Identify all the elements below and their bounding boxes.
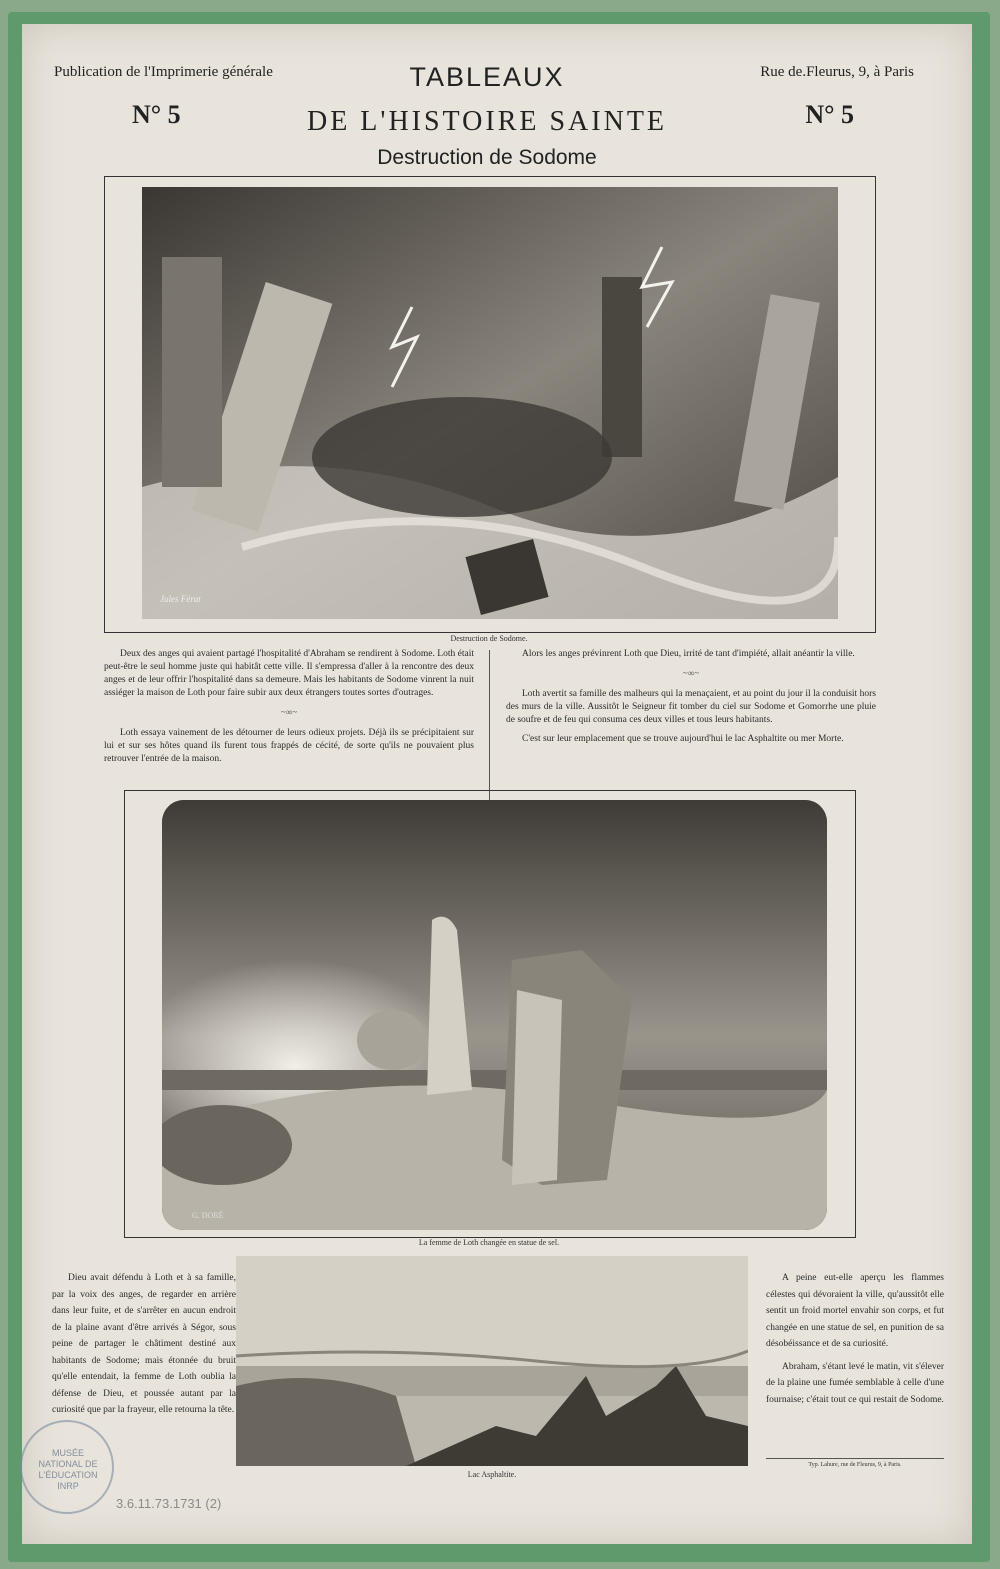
paragraph: Loth avertit sa famille des malheurs qui la menaçaient, et au point du jour il la conduisit hors des murs de la ville. Aussitôt le Seigneur fit tomber du ciel sur Sodome et Gomorrhe une pluie de soufre et de feu qui consuma ces deux villes et tous leurs habitants. xyxy=(506,689,876,725)
subtitle: Destruction de Sodome xyxy=(377,146,597,169)
engraving-destruction-art xyxy=(142,187,838,619)
title-line-2: DE L'HISTOIRE SAINTE xyxy=(306,106,668,137)
signature-image1: Jules Férat xyxy=(160,594,201,604)
caption-image3: Lac Asphaltite. xyxy=(467,1470,517,1479)
section2-right-column xyxy=(766,1270,944,1414)
signature-image2: G. DORÉ xyxy=(192,1211,224,1220)
section1-left-column xyxy=(104,648,474,772)
paragraph: Alors les anges prévinrent Loth que Dieu, irrité de tant d'impiété, allait anéantir la ville. xyxy=(522,649,855,659)
section2-left-column xyxy=(52,1270,236,1425)
engraving-lac-asphaltite-art xyxy=(236,1256,748,1466)
paragraph: A peine eut-elle aperçu les flammes célestes qui dévoraient la ville, qu'aussitôt elle sentit un froid mortel envahir son corps, et fut changée en une statue de sel, en punition de sa désobéissance et de sa curiosité. xyxy=(766,1273,944,1349)
column-divider xyxy=(489,650,490,800)
engraving-lac-asphaltite xyxy=(236,1256,748,1466)
paragraph: Abraham, s'étant levé le matin, vit s'élever de la plaine une fumée semblable à celle d'une fournaise; c'était tout ce qui restait de Sodome. xyxy=(766,1361,944,1405)
ornament: ~∞~ xyxy=(280,707,298,717)
address-line: Rue de.Fleurus, 9, à Paris xyxy=(760,64,914,80)
engraving-lot-wife-art xyxy=(162,800,827,1230)
printer-imprint: Typ. Lahure, rue de Fleurus, 9, à Paris. xyxy=(766,1458,944,1468)
issue-number-right: N° 5 xyxy=(805,100,854,129)
ornament: ~∞~ xyxy=(682,668,700,678)
issue-number-left: N° 5 xyxy=(132,100,181,129)
title-line-1: TABLEAUX xyxy=(409,62,565,92)
engraving-lot-wife xyxy=(162,800,827,1230)
museum-stamp-text: MUSÉE NATIONAL DE L'ÉDUCATION INRP xyxy=(38,1448,98,1491)
paragraph: Dieu avait défendu à Loth et à sa famille, par la voix des anges, de regarder en arrière dans leur fuite, et de s'arrêter en aucun endroit de la plaine avant d'être arrivés à Ségor, sous peine de partager le châtiment destiné aux habitants de Sodome; mais étonnée du bruit qu'elle entendait, la femme de Loth oublia la défense de Dieu, et poussée autant par la curiosité que par la frayeur, elle retourna la tête. xyxy=(52,1273,236,1415)
pencil-inventory-number: 3.6.11.73.1731 (2) xyxy=(116,1496,222,1511)
caption-image2: La femme de Loth changée en statue de sel. xyxy=(418,1238,560,1247)
publisher-line: Publication de l'Imprimerie générale xyxy=(54,64,273,80)
paragraph: Deux des anges qui avaient partagé l'hospitalité d'Abraham se rendirent à Sodome. Loth était peut-être le seul homme juste qui habitât cette ville. Il s'empressa d'aller à la rencontre des deux anges et de leur offrir l'hospitalité dans sa demeure. Mais les habitants de Sodome vinrent la nuit assiéger la maison de Loth pour faire subir aux deux étrangers toutes sortes d'outrages. xyxy=(104,649,474,698)
paragraph: C'est sur leur emplacement que se trouve aujourd'hui le lac Asphaltite ou mer Morte. xyxy=(522,734,844,744)
printed-sheet xyxy=(22,24,972,1544)
section1-right-column xyxy=(506,648,876,752)
caption-image1: Destruction de Sodome. xyxy=(450,634,528,643)
paragraph: Loth essaya vainement de les détourner de leurs odieux projets. Déjà ils se précipitaient sur lui et sur ses hôtes quand ils furent tous frappés de cécité, de sorte qu'ils ne pouvaient plus retrouver l'entrée de la maison. xyxy=(104,728,474,764)
engraving-destruction xyxy=(142,187,838,619)
